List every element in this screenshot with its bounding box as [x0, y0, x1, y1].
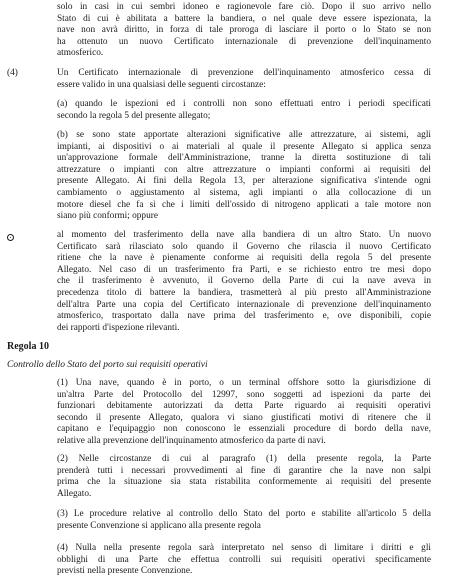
item-a [57, 99, 431, 122]
text-line: (3) Le procedure relative al controllo dello Stato del porto e stabilite all'articolo 5 della [57, 509, 431, 519]
text-line: essere valido in una qualsiasi delle seguenti circostanze: [57, 79, 266, 90]
text-line: ha ottenuto un nuovo Certificato internazionale di prevenzione dell'inquinamento [57, 36, 431, 47]
text-line: obblighi di una Parte che effettua controlli sui requisiti operativi specificamente [57, 554, 431, 565]
text-line: Certificato sarà rilasciato solo quando il Governo che rilascia il nuovo Certificato [57, 241, 431, 252]
regola10-paragraph-3 [57, 509, 431, 532]
text-line: Allegato. Nel caso di un trasferimento fra Parti, e se richiesto entro tre mesi dopo [57, 264, 431, 275]
text-line: cambiamento o aggiustamento al sistema, agli impianti o alla collocazione di un [57, 187, 431, 198]
paragraph-4 [57, 68, 431, 91]
item-b [57, 130, 431, 223]
text-line: (a) quando le ispezioni ed i controlli non sono effettuati entro i periodi specificati [57, 99, 431, 109]
text-line: Stato di cui è abilitata a battere la bandiera, o nel quale deve essere ispezionata, la [57, 13, 431, 24]
regola10-paragraph-2 [57, 454, 431, 500]
regola10-paragraph-1 [57, 378, 431, 448]
text-line: atmosferico. [57, 48, 104, 59]
section-subheading: Controllo dello Stato del porto sui requisiti operativi [7, 360, 208, 370]
text-line: (2) Nelle circostanze di cui al paragrafo (1) della presente regola, la Parte [57, 454, 431, 464]
text-line: presente Convenzione si applicano alla presente regola [57, 520, 261, 531]
item-c [57, 230, 431, 334]
text-line: nave non avrà diritto, in forza di tale proroga di lasciare il porto o lo Stato se non [57, 25, 431, 36]
text-line: ritiene che la nave è pienamente conforme ai requisiti della regola 5 del presente [57, 253, 431, 264]
text-line: Un Certificato internazionale di prevenzione dell'inquinamento atmosferico cessa di [57, 68, 431, 78]
text-line: un'approvazione formale dell'Amministrazione, tranne la diretta sostituzione di tali [57, 153, 431, 164]
text-line: atmosferico, trasportato dalla nave prima del trasferimento e, ove disponibili, copie [57, 311, 431, 322]
circle-bullet-icon [7, 234, 14, 241]
text-line: (b) se sono state apportate alterazioni significative alle attrezzature, ai sistemi, agli [57, 130, 431, 140]
text-line: siano più conformi; oppure [57, 211, 158, 222]
text-line: attrezzature o impianti con altre attrezzature o impianti conformi ai requisiti del [57, 164, 431, 175]
paragraph-number: (4) [7, 68, 18, 78]
text-line: precedenza titolo di battere la bandiera, trasmetterà al più presto all'Amministrazione [57, 287, 431, 298]
text-line: impianti, ai dispositivi o ai materiali al quale il presente Allegato si applica senza [57, 141, 431, 152]
text-line: previsti nella presente Convenzione. [57, 566, 193, 577]
text-line: capitano e l'equipaggio non conoscono le essenziali procedure di bordo della nave, [57, 424, 431, 435]
text-line: prima che la situazione sia stata ristabilita conformemente ai requisiti del presente [57, 477, 431, 488]
text-line: dei rapporti d'ispezione rilevanti. [57, 322, 180, 333]
text-line: funzionari debitamente autorizzati da detta Parte riguardo ai requisiti operativi [57, 401, 431, 412]
text-line: (4) Nulla nella presente regola sarà interpretato nel senso di limitare i diritti e gli [57, 543, 431, 553]
text-line: dell'altra Parte una copia del Certificato internazionale di prevenzione dell'inquinamento [57, 299, 431, 310]
text-line: solo in casi in cui sembri idoneo e ragionevole fare ciò. Dopo il suo arrivo nello [57, 2, 431, 12]
text-line: che il trasferimento è avvenuto, il Governo della Parte di cui la nave aveva in [57, 276, 431, 287]
text-line: secondo la regola 5 del presente allegato; [57, 110, 211, 121]
text-line: un'altra Parte del Protocollo del 12997, sono soggetti ad ispezioni da parte dei [57, 389, 431, 400]
text-line: relative alla prevenzione dell'inquinamento atmosferico da parte di navi. [57, 435, 326, 446]
text-line: secondo il presente Allegato, qualora vi siano giustificati motivi di ritenere che il [57, 412, 431, 423]
text-line: al momento del trasferimento della nave alla bandiera di un altro Stato. Un nuovo [57, 230, 431, 240]
section-heading: Regola 10 [7, 341, 49, 352]
text-line: motore diesel che fa sì che i limiti dell'ossido di nitrogeno applicati a tale motore non [57, 199, 431, 210]
text-line: presente Allegato. Ai fini della Regola 13, per alterazione significativa s'intende ogni [57, 176, 431, 187]
regola10-paragraph-4 [57, 543, 431, 578]
continuation-paragraph [57, 2, 431, 60]
text-line: Allegato. [57, 488, 92, 499]
text-line: (1) Una nave, quando è in porto, o un terminal offshore sotto la giurisdizione di [57, 378, 431, 388]
text-line: prenderà tutti i necessari provvedimenti al fine di garantire che la nave non salpi [57, 465, 431, 476]
